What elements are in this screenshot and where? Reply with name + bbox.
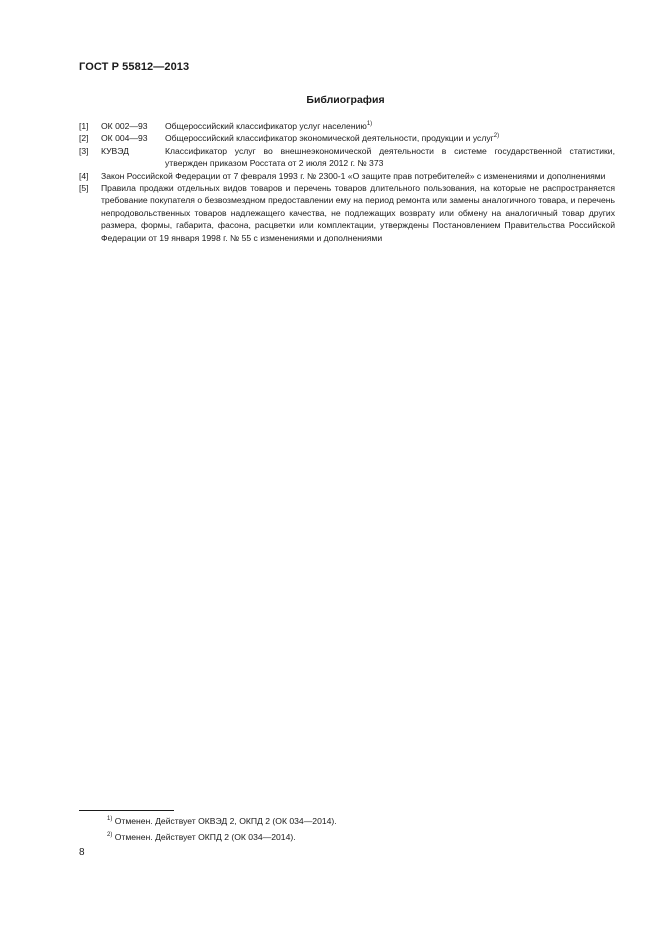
entry-text: Классификатор услуг во внешнеэкономической деятельности в системе государственной статистики, утвержден приказом Росстата от 2 июля 2012 г. № 373 [165, 145, 615, 169]
bibliography-title: Библиография [306, 94, 385, 106]
bibliography-entry [79, 170, 615, 182]
footnote [107, 829, 337, 845]
bibliography-list [79, 120, 615, 244]
footnote-text: Отменен. Действует ОКПД 2 (ОК 034—2014). [114, 832, 296, 842]
bibliography-entry [79, 145, 615, 170]
document-code: ГОСТ Р 55812—2013 [79, 61, 190, 73]
entry-text: Правила продажи отдельных видов товаров и перечень товаров длительного пользования, на которые не распространяется требование покупателя о безвозмездном предоставлении ему на период ремонта или замены аналогичного товара, и перечень непродовольственных товаров надлежащего качества, не подлежащих возврату или обмену на аналогичный товар других размера, формы, габарита, фасона, расцветки или комплектации, утверждены Постановлением Правительства Российской Федерации от 19 января 1998 г. № 55 с изменениями и дополнениями [101, 183, 615, 243]
footnote-text: Отменен. Действует ОКВЭД 2, ОКПД 2 (ОК 034—2014). [114, 816, 337, 826]
footnote-ref: 1) [366, 121, 373, 127]
entry-number: [1] [79, 121, 89, 131]
bibliography-entry [79, 132, 615, 144]
footnotes [107, 813, 337, 845]
footnote-mark: 2) [107, 832, 113, 838]
footnote-mark: 1) [107, 816, 113, 822]
entry-text: Общероссийский классификатор экономической деятельности, продукции и услуг [165, 133, 494, 144]
entry-text: Закон Российской Федерации от 7 февраля 1993 г. № 2300-1 «О защите прав потребителей» с изменениями и дополнениями [101, 170, 606, 181]
entry-number: [3] [79, 145, 89, 156]
footnote-ref: 2) [493, 133, 500, 140]
entry-code: ОК 002—93 [101, 121, 148, 131]
page-number: 8 [79, 847, 85, 858]
entry-number: [5] [79, 183, 89, 194]
entry-code: КУВЭД [101, 145, 130, 156]
footnote [107, 813, 337, 829]
entry-number: [4] [79, 170, 89, 181]
entry-code: ОК 004—93 [101, 133, 148, 144]
footnote-separator [79, 810, 174, 811]
bibliography-entry [79, 182, 615, 244]
bibliography-entry [79, 120, 615, 132]
entry-text: Общероссийский классификатор услуг населению [165, 121, 367, 131]
entry-number: [2] [79, 133, 89, 144]
